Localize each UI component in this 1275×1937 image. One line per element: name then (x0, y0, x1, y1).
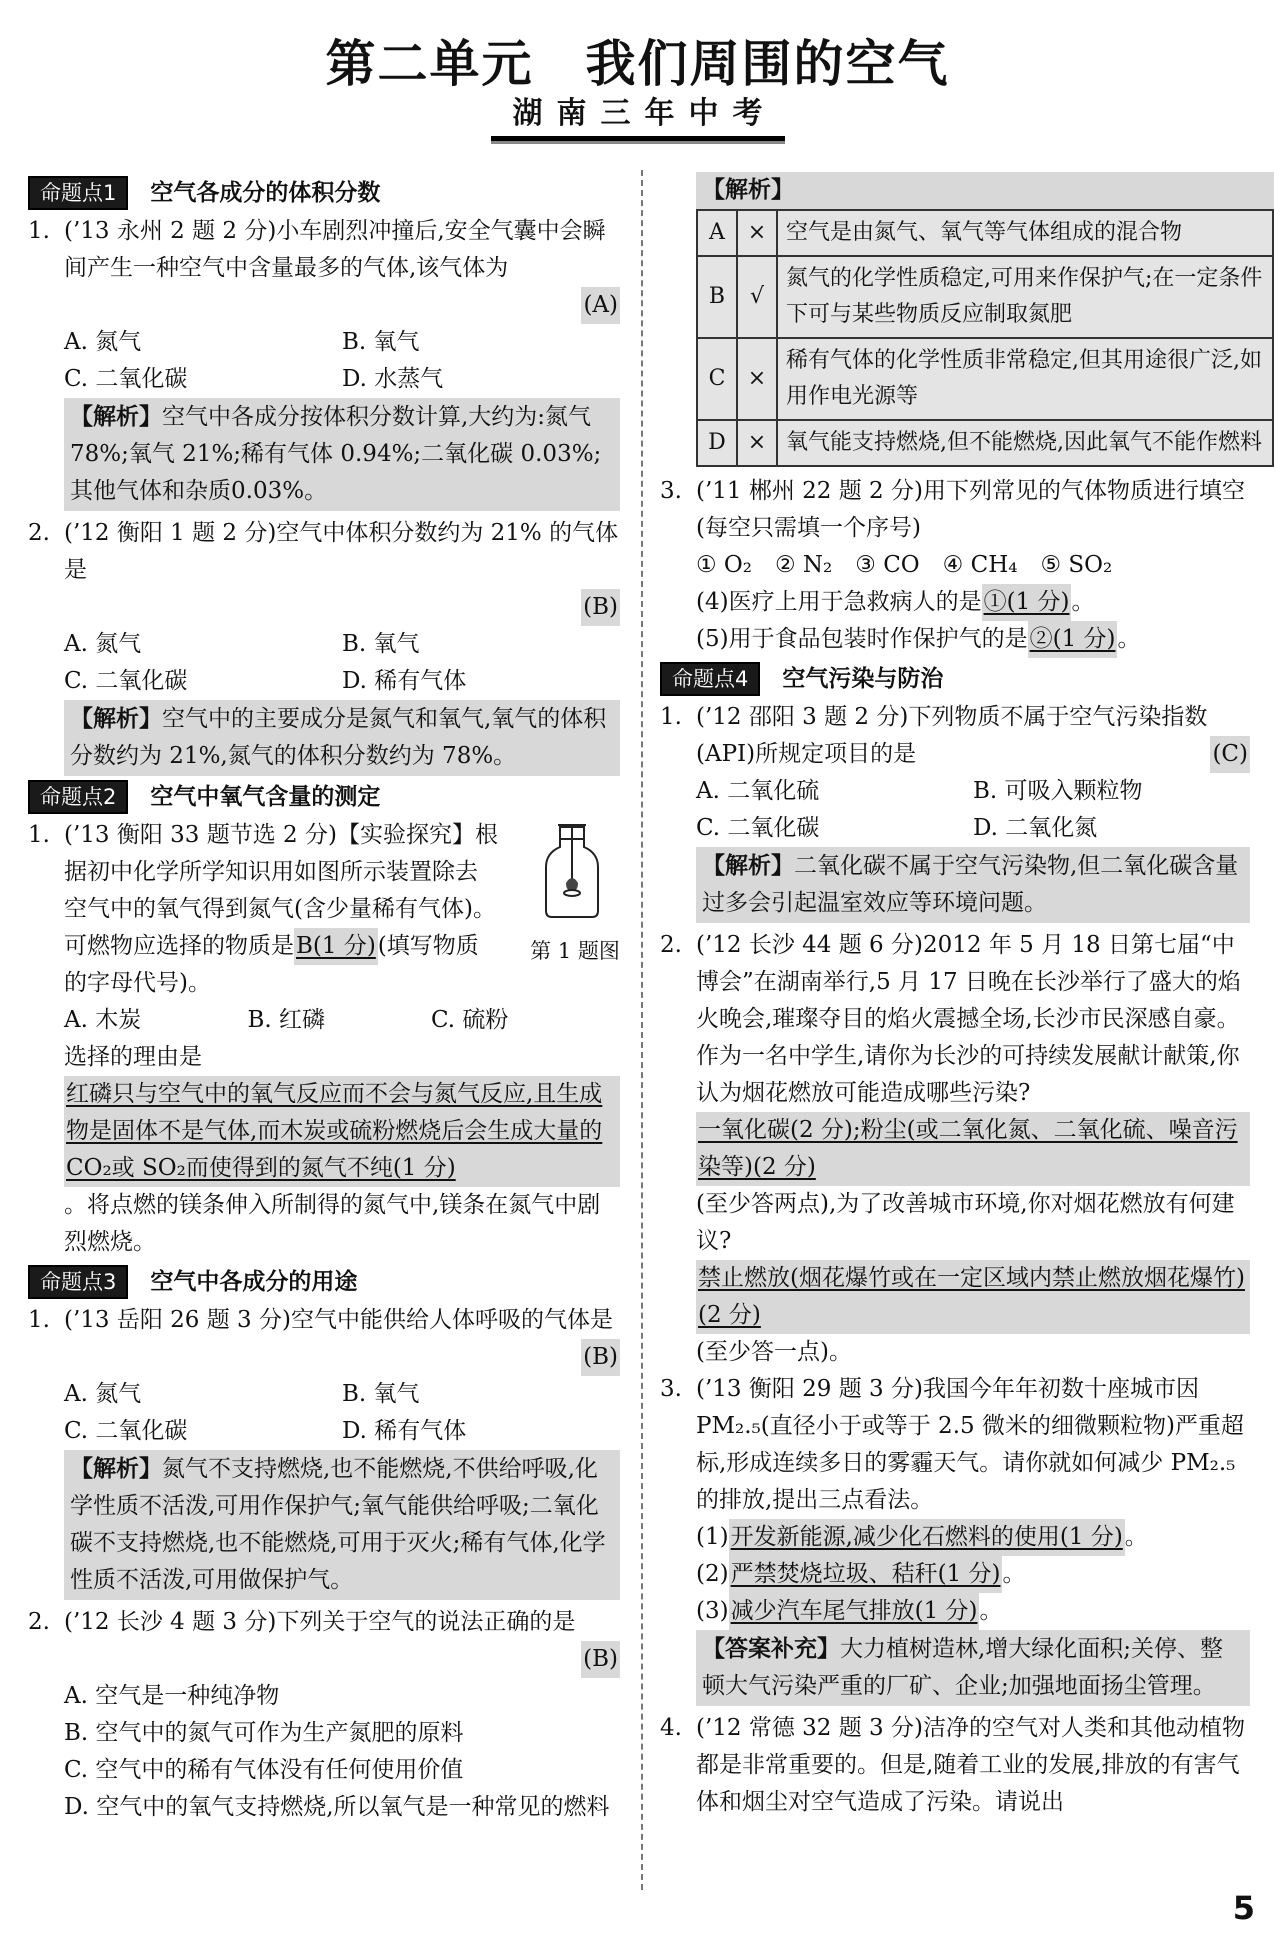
page-subtitle (0, 88, 1275, 141)
table-cell-text: 氮气的化学性质稳定,可用来作保护气;在一定条件下可与某些物质反应制取氮肥 (777, 256, 1273, 338)
section-header (660, 662, 1250, 696)
table-cell-text: 空气是由氮气、氧气等气体组成的混合物 (777, 210, 1273, 256)
options (28, 1678, 620, 1826)
left-column (28, 172, 620, 1826)
explanation (64, 700, 620, 776)
question-stem: (’13 衡阳 33 题节选 2 分)【实验探究】根据初中化学所学知识用如图所示装置除去空气中的氧气得到氮气(含少量稀有气体)。可燃物应选择的物质是 (64, 822, 498, 959)
answer-blank: 一氧化碳(2 分);粉尘(或二氧化氮、二氧化硫、噪音污染等)(2 分) (696, 1112, 1250, 1186)
question (660, 1371, 1250, 1630)
section-title: 空气中氧气含量的测定 (150, 783, 381, 810)
answer-prefix: (1) (696, 1524, 729, 1550)
option: D. 空气中的氧气支持燃烧,所以氧气是一种常见的燃料 (64, 1794, 610, 1820)
question-stem: (’12 常德 32 题 3 分)洁净的空气对人类和其他动植物都是非常重要的。但是,随着工业的发展,排放的有害气体和烟尘对空气造成了污染。请说出 (696, 1715, 1245, 1815)
question-stem: (’13 永州 2 题 2 分)小车剧烈冲撞后,安全气囊中会瞬间产生一种空气中含量最多的气体,该气体为 (64, 218, 606, 281)
option: B. 氧气 (342, 631, 420, 657)
question (28, 1604, 620, 1678)
explanation-tag: 【解析】 (70, 404, 162, 430)
supplement-tag: 【答案补充】 (702, 1636, 840, 1662)
answer-blank: B(1 分) (294, 928, 378, 965)
option: D. 二氧化氮 (973, 815, 1098, 841)
question-number: 3. (660, 478, 682, 504)
table-cell-key: B (697, 256, 737, 338)
question-number: 1. (28, 1307, 50, 1333)
explanation-tag: 【解析】 (702, 853, 794, 879)
option: A. 氮气 (64, 329, 142, 355)
section-badge: 命题点1 (28, 176, 128, 210)
option: B. 氧气 (342, 1381, 420, 1407)
answer-blank: 严禁焚烧垃圾、秸秆(1 分) (729, 1556, 1003, 1593)
table-cell-key: C (697, 338, 737, 420)
option: C. 二氧化碳 (64, 1418, 188, 1444)
option: B. 可吸入颗粒物 (973, 778, 1143, 804)
question-stem-end: (填写物质的字母代号)。 (64, 933, 479, 996)
table-cell-text: 氧气能支持燃烧,但不能燃烧,因此氧气不能作燃料 (777, 420, 1273, 466)
answer-supplement (696, 1630, 1250, 1706)
option: D. 水蒸气 (342, 366, 444, 392)
explanation-tag: 【解析】 (70, 706, 162, 732)
answer-suffix: 。 (1124, 1524, 1148, 1550)
answer-line (696, 1519, 1250, 1556)
supplement-text: 大力植树造林,增大绿化面积;关停、整顿大气污染严重的厂矿、企业;加强地面扬尘管理。 (702, 1636, 1224, 1699)
answer-prefix: (2) (696, 1561, 729, 1587)
question-number: 1. (660, 704, 682, 730)
question-mid: (至少答两点),为了改善城市环境,你对烟花燃放有何建议? (696, 1191, 1235, 1254)
question (660, 1710, 1250, 1821)
fill-line (696, 621, 1250, 658)
options (28, 626, 620, 700)
flask-icon (520, 817, 630, 921)
options (28, 1376, 620, 1450)
figure-caption: 第 1 题图 (530, 939, 620, 963)
question-stem: (’12 衡阳 1 题 2 分)空气中体积分数约为 21% 的气体是 (64, 520, 619, 583)
option: A. 氮气 (64, 631, 142, 657)
fill-line (696, 584, 1250, 621)
fill-prefix: (5)用于食品包装时作保护气的是 (696, 626, 1028, 652)
section-badge: 命题点3 (28, 1265, 128, 1299)
fill-suffix: 。 (1071, 589, 1095, 615)
explanation-tag (696, 172, 1274, 209)
explanation (64, 398, 620, 511)
explanation-text: 氮气不支持燃烧,也不能燃烧,不供给呼吸,化学性质不活泼,可用作保护气;氧气能供给呼吸;二氧化碳不支持燃烧,也不能燃烧,可用于灭火;稀有气体,化学性质不活泼,可用做保护气。 (70, 1456, 606, 1593)
reason-prefix: 选择的理由是 (64, 1044, 202, 1070)
option: C. 二氧化碳 (64, 668, 188, 694)
explanation-tag: 【解析】 (70, 1456, 162, 1482)
table-row (697, 256, 1273, 338)
question (660, 473, 1250, 658)
answer-prefix: (3) (696, 1598, 729, 1624)
question-reason (28, 1039, 620, 1261)
option: B. 氧气 (342, 329, 420, 355)
options (660, 773, 1250, 847)
page-title: 第二单元 我们周围的空气 (325, 35, 950, 93)
reason-blank: 红磷只与空气中的氧气反应而不会与氮气反应,且生成物是固体不是气体,而木炭或硫粉燃烧后会生成大量的 CO₂或 SO₂而使得到的氮气不纯(1 分) (64, 1076, 620, 1187)
answer-suffix: 。 (979, 1598, 1003, 1624)
page-number: 5 (1232, 1889, 1255, 1927)
table-row (697, 338, 1273, 420)
question-stem: (’12 长沙 44 题 6 分)2012 年 5 月 18 日第七届“中博会”在湖南举行,5 月 17 日晚在长沙举行了盛大的焰火晚会,璀璨夺目的焰火震撼全场,长沙市民深感自豪。作为一名中学生,请你为长沙的可持续发展献计献策,你认为烟花燃放可能造成哪些污染? (696, 932, 1241, 1106)
options (28, 324, 620, 398)
fill-blank: ②(1 分) (1028, 621, 1118, 658)
right-column (660, 172, 1263, 1821)
table-row (697, 420, 1273, 466)
question-number: 1. (28, 822, 50, 848)
answer-blank: 禁止燃放(烟花爆竹或在一定区域内禁止燃放烟花爆竹)(2 分) (696, 1260, 1250, 1334)
table-cell-mark: × (737, 210, 777, 256)
explanation (64, 1450, 620, 1600)
question-number: 3. (660, 1376, 682, 1402)
option: A. 木炭 (64, 1007, 142, 1033)
question (660, 699, 1250, 773)
question-stem: (’13 衡阳 29 题 3 分)我国今年年初数十座城市因 PM₂.₅(直径小于或等于 2.5 微米的细微颗粒物)严重超标,形成连续多日的雾霾天气。请你就如何减少 PM₂.₅的排放,提出三点看法。 (696, 1376, 1244, 1513)
answer-line (696, 1556, 1250, 1593)
answer: (C) (1210, 736, 1250, 773)
subtitle-text: 湖南三年中考 (491, 88, 785, 141)
answer: (B) (581, 1339, 620, 1376)
question (28, 213, 620, 324)
option: A. 二氧化硫 (696, 778, 820, 804)
question-stem: (’12 长沙 4 题 3 分)下列关于空气的说法正确的是 (64, 1609, 576, 1635)
question-stem: (’11 郴州 22 题 2 分)用下列常见的气体物质进行填空(每空只需填一个序号) (696, 478, 1245, 541)
question-stem: (’13 岳阳 26 题 3 分)空气中能供给人体呼吸的气体是 (64, 1307, 613, 1333)
answer-line (696, 1593, 1250, 1630)
option: A. 空气是一种纯净物 (64, 1683, 280, 1709)
option: A. 氮气 (64, 1381, 142, 1407)
section-badge: 命题点4 (660, 662, 760, 696)
section-header (28, 780, 620, 814)
answer: (B) (581, 1641, 620, 1678)
section-title: 空气污染与防治 (782, 665, 944, 692)
answer-blank: 减少汽车尾气排放(1 分) (729, 1593, 980, 1630)
section-header (28, 1265, 620, 1299)
fill-suffix: 。 (1117, 626, 1141, 652)
section-title: 空气各成分的体积分数 (150, 179, 381, 206)
question-number: 4. (660, 1715, 682, 1741)
table-cell-text: 稀有气体的化学性质非常稳定,但其用途很广泛,如用作电光源等 (777, 338, 1273, 420)
question (28, 1302, 620, 1376)
explanation-text: 空气中的主要成分是氮气和氧气,氧气的体积分数约为 21%,氮气的体积分数约为 78%。 (70, 706, 607, 769)
question-number: 2. (28, 1609, 50, 1635)
option: D. 稀有气体 (342, 1418, 467, 1444)
reason-suffix: 。将点燃的镁条伸入所制得的氮气中,镁条在氮气中剧烈燃烧。 (64, 1192, 601, 1255)
question (28, 515, 620, 626)
table-cell-key: A (697, 210, 737, 256)
options (28, 1002, 620, 1039)
question-number: 2. (28, 520, 50, 546)
question-stem: (’12 邵阳 3 题 2 分)下列物质不属于空气污染指数(API)所规定项目的是 (696, 704, 1208, 767)
section-header (28, 176, 620, 210)
table-cell-mark: × (737, 420, 777, 466)
table-cell-mark: √ (737, 256, 777, 338)
option: B. 空气中的氮气可作为生产氮肥的原料 (64, 1720, 464, 1746)
answer: (A) (581, 287, 620, 324)
table-cell-mark: × (737, 338, 777, 420)
question (28, 817, 620, 1002)
explanation-tag-text: 【解析】 (702, 177, 794, 203)
option: C. 硫粉 (430, 1007, 509, 1033)
column-divider (641, 170, 643, 1890)
question-number: 2. (660, 932, 682, 958)
table-cell-key: D (697, 420, 737, 466)
option: C. 二氧化碳 (696, 815, 820, 841)
fill-blank: ①(1 分) (982, 584, 1072, 621)
explanation-table (696, 209, 1274, 467)
section-badge: 命题点2 (28, 780, 128, 814)
option: D. 稀有气体 (342, 668, 467, 694)
fill-prefix: (4)医疗上用于急救病人的是 (696, 589, 982, 615)
option: C. 二氧化碳 (64, 366, 188, 392)
answer-suffix: 。 (1002, 1561, 1026, 1587)
gas-items: ① O₂ ② N₂ ③ CO ④ CH₄ ⑤ SO₂ (696, 552, 1113, 578)
table-row (697, 210, 1273, 256)
answer-blank: 开发新能源,减少化石燃料的使用(1 分) (729, 1519, 1125, 1556)
section-title: 空气中各成分的用途 (150, 1268, 358, 1295)
explanation-text: 二氧化碳不属于空气污染物,但二氧化碳含量过多会引起温室效应等环境问题。 (702, 853, 1239, 916)
experiment-figure (520, 817, 630, 970)
question (660, 927, 1250, 1371)
question-number: 1. (28, 218, 50, 244)
answer: (B) (581, 589, 620, 626)
option: C. 空气中的稀有气体没有任何使用价值 (64, 1757, 464, 1783)
option: B. 红磷 (247, 1007, 325, 1033)
explanation-text: 空气中各成分按体积分数计算,大约为:氮气 78%;氧气 21%;稀有气体 0.94%;二氧化碳 0.03%;其他气体和杂质0.03%。 (70, 404, 602, 504)
question-end: (至少答一点)。 (696, 1339, 852, 1365)
explanation (696, 847, 1250, 923)
